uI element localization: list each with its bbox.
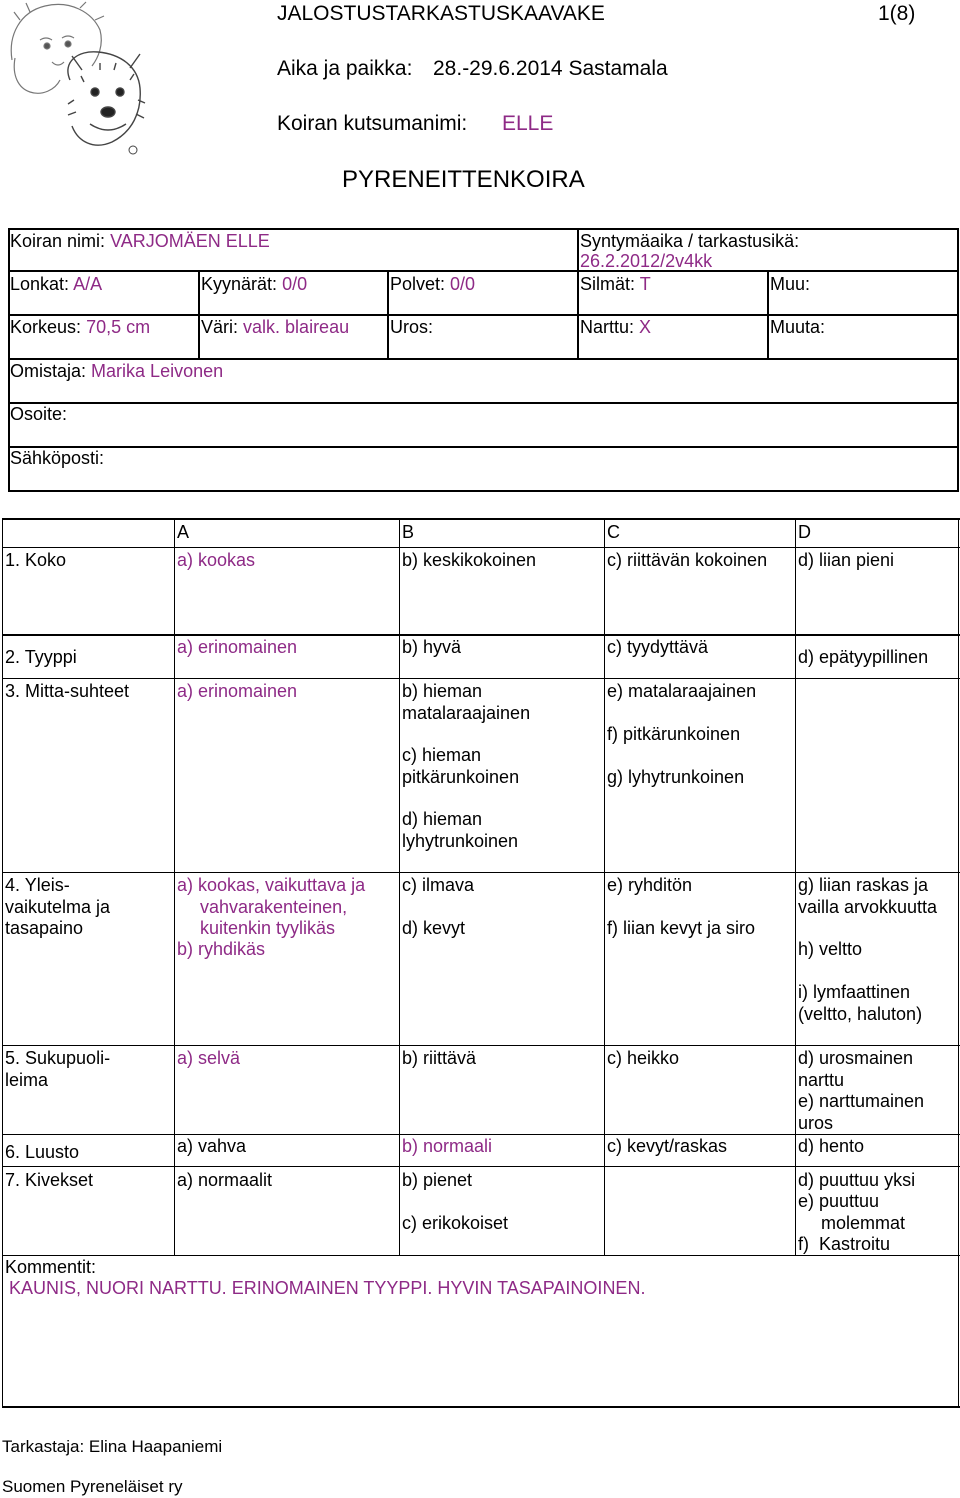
row6-option-d: d) hento: [798, 1136, 865, 1156]
elbows-label: Kyynärät:: [201, 274, 278, 294]
email-label: Sähköposti:: [10, 448, 105, 468]
row2-option-b: b) hyvä: [402, 637, 462, 657]
time-place-label: Aika ja paikka:: [277, 57, 413, 80]
row7-option-b: b) pienet: [402, 1170, 473, 1190]
dog-name-value: VARJOMÄEN ELLE: [110, 231, 270, 251]
time-place-value: 28.-29.6.2014 Sastamala: [433, 57, 668, 80]
row5-label: 5. Sukupuoli-leima: [5, 1048, 111, 1090]
row1-option-a: a) kookas: [177, 550, 256, 570]
row4-option-b: b) ryhdikäs: [177, 939, 266, 959]
row4-option-i: i) lymfaattinen (veltto, haluton): [798, 982, 923, 1024]
call-name-value: ELLE: [502, 112, 554, 135]
row6-option-a: a) vahva: [177, 1136, 247, 1156]
row5-option-d: d) urosmainen narttu: [798, 1048, 914, 1090]
row5-option-b: b) riittävä: [402, 1048, 477, 1068]
page-number: 1(8): [878, 2, 916, 25]
col-a-header: A: [177, 522, 190, 542]
comments-text: KAUNIS, NUORI NARTTU. ERINOMAINEN TYYPPI. HYVIN TASAPAINOINEN.: [9, 1278, 646, 1298]
birth-label: Syntymäaika / tarkastusikä:: [580, 231, 800, 251]
row4-option-h: h) veltto: [798, 939, 863, 959]
row4-option-c: c) ilmava: [402, 875, 475, 895]
row2-option-c: c) tyydyttävä: [607, 637, 709, 657]
row5-option-a: a) selvä: [177, 1048, 241, 1068]
row6-option-b: b) normaali: [402, 1136, 493, 1156]
hips-value: A/A: [73, 274, 103, 294]
col-b-header: B: [402, 522, 415, 542]
height-label: Korkeus:: [10, 317, 82, 337]
row3-option-d: d) hieman lyhytrunkoinen: [402, 809, 519, 851]
row4-option-d: d) kevyt: [402, 918, 466, 938]
eyes-label: Silmät:: [580, 274, 636, 294]
row4-option-f: f) liian kevyt ja siro: [607, 918, 756, 938]
owner-label: Omistaja:: [10, 361, 87, 381]
row7-option-c: c) erikokoiset: [402, 1213, 509, 1233]
row7-option-f: f) Kastroitu: [798, 1234, 891, 1254]
birth-value: 26.2.2012/2v4kk: [580, 251, 713, 271]
call-name-label: Koiran kutsumanimi:: [277, 112, 468, 135]
row7-option-e: e) puuttuu molemmat: [798, 1191, 906, 1233]
dog-name-label: Koiran nimi:: [10, 231, 106, 251]
row7-option-d: d) puuttuu yksi: [798, 1170, 916, 1190]
comments-label: Kommentit:: [5, 1257, 97, 1277]
row4-option-a: a) kookas, vaikuttava ja vahvarakenteinen, kuitenkin tyylikäs: [177, 875, 366, 938]
color-value: valk. blaireau: [243, 317, 350, 337]
eyes-value: T: [639, 274, 651, 294]
row1-option-b: b) keskikokoinen: [402, 550, 537, 570]
owner-value: Marika Leivonen: [91, 361, 224, 381]
row7-label: 7. Kivekset: [5, 1170, 94, 1190]
female-value: X: [639, 317, 652, 337]
col-d-header: D: [798, 522, 811, 542]
col-c-header: C: [607, 522, 620, 542]
form-title: JALOSTUSTARKASTUSKAAVAKE: [277, 2, 605, 25]
elbows-value: 0/0: [282, 274, 308, 294]
row3-option-c: c) hieman pitkärunkoinen: [402, 745, 520, 787]
color-label: Väri:: [201, 317, 239, 337]
row5-option-e: e) narttumainen uros: [798, 1091, 925, 1133]
hips-label: Lonkat:: [10, 274, 70, 294]
row3-option-a: a) erinomainen: [177, 681, 298, 701]
breed-title: PYRENEITTENKOIRA: [342, 166, 585, 193]
row3-label: 3. Mitta-suhteet: [5, 681, 130, 701]
row1-option-c: c) riittävän kokoinen: [607, 550, 768, 570]
knees-value: 0/0: [450, 274, 476, 294]
row3-option-e: e) matalaraajainen: [607, 681, 757, 701]
inspector-name: Tarkastaja: Elina Haapaniemi: [2, 1437, 223, 1456]
row2-label: 2. Tyyppi: [5, 647, 77, 667]
row4-option-e: e) ryhditön: [607, 875, 693, 895]
height-value: 70,5 cm: [86, 317, 151, 337]
row2-option-a: a) erinomainen: [177, 637, 298, 657]
row3-option-f: f) pitkärunkoinen: [607, 724, 741, 744]
row7-option-a: a) normaalit: [177, 1170, 273, 1190]
male-label: Uros:: [390, 317, 434, 337]
club-name: Suomen Pyreneläiset ry: [2, 1477, 183, 1496]
address-label: Osoite:: [10, 404, 68, 424]
other-label: Muu:: [770, 274, 811, 294]
row4-option-g: g) liian raskas ja vailla arvokkuutta: [798, 875, 938, 917]
row1-option-d: d) liian pieni: [798, 550, 895, 570]
row4-label: 4. Yleis-vaikutelma ja tasapaino: [5, 875, 111, 938]
row2-option-d: d) epätyypillinen: [798, 647, 929, 667]
other2-label: Muuta:: [770, 317, 826, 337]
row5-option-c: c) heikko: [607, 1048, 680, 1068]
dog-sketch-logo: [0, 0, 150, 160]
row6-option-c: c) kevyt/raskas: [607, 1136, 728, 1156]
row6-label: 6. Luusto: [5, 1142, 80, 1162]
row1-label: 1. Koko: [5, 550, 67, 570]
row3-option-g: g) lyhytrunkoinen: [607, 767, 745, 787]
knees-label: Polvet:: [390, 274, 446, 294]
female-label: Narttu:: [580, 317, 635, 337]
row3-option-b: b) hieman matalaraajainen: [402, 681, 531, 723]
